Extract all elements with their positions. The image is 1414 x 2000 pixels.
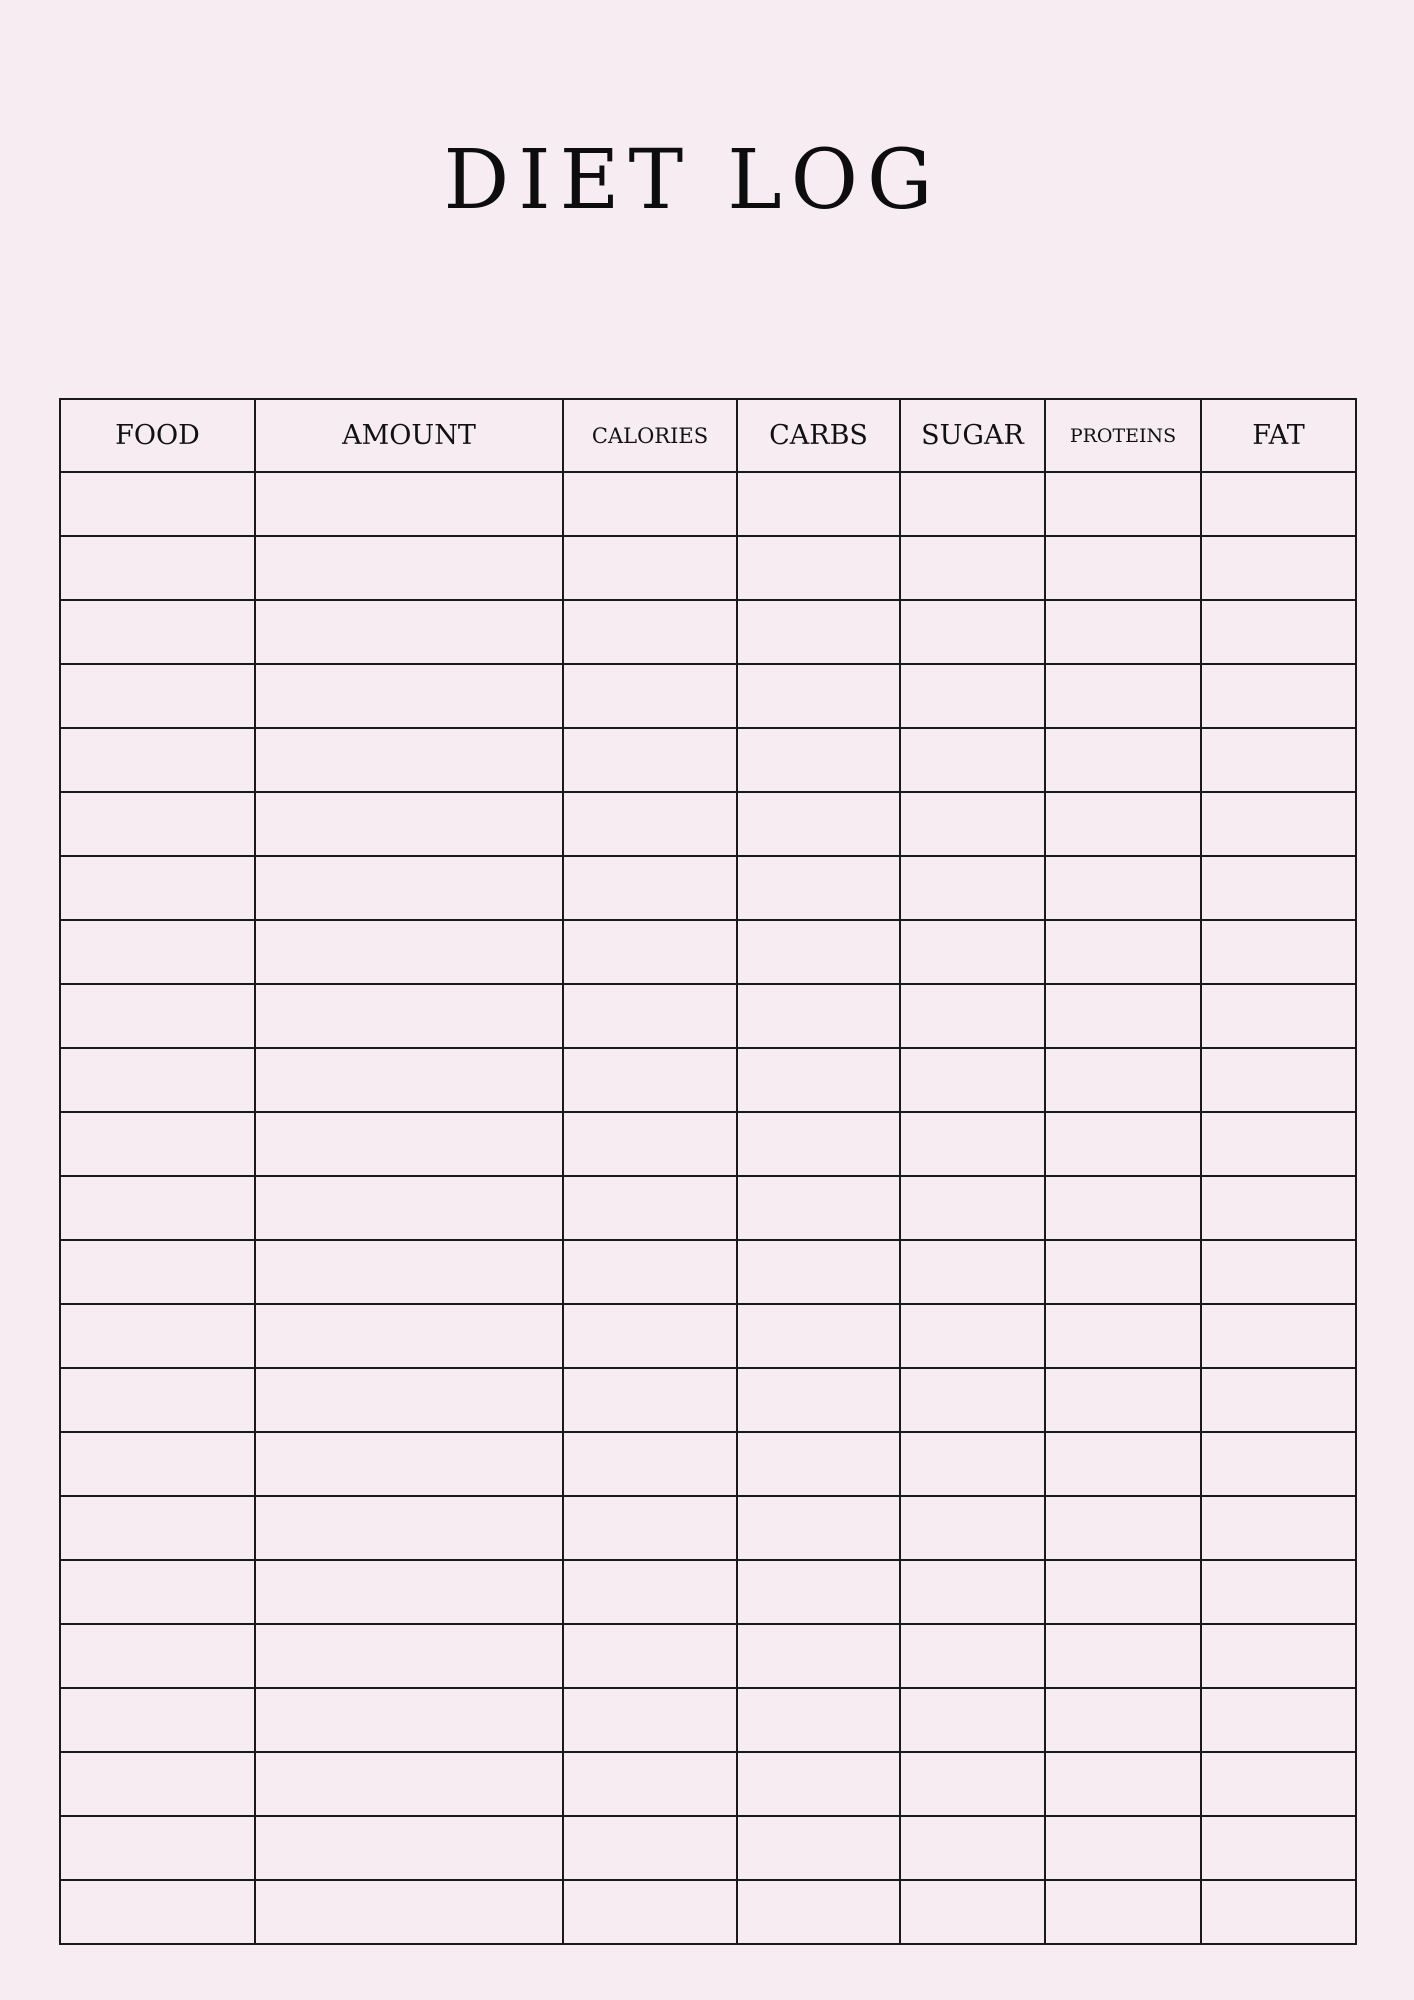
cell-sugar[interactable] [900,1880,1045,1944]
cell-sugar[interactable] [900,472,1045,536]
table-row [60,472,1356,536]
table-row [60,1048,1356,1112]
cell-fat[interactable] [1201,1048,1356,1112]
table-row [60,1560,1356,1624]
cell-food[interactable] [60,856,255,920]
cell-carbs[interactable] [737,1880,900,1944]
cell-sugar[interactable] [900,1624,1045,1688]
cell-carbs[interactable] [737,1688,900,1752]
cell-carbs[interactable] [737,1304,900,1368]
table-row [60,536,1356,600]
cell-carbs[interactable] [737,1048,900,1112]
cell-sugar[interactable] [900,664,1045,728]
cell-fat[interactable] [1201,1752,1356,1816]
cell-calories[interactable] [563,1240,737,1304]
cell-amount[interactable] [255,1368,563,1432]
cell-proteins[interactable] [1045,1112,1201,1176]
cell-amount[interactable] [255,728,563,792]
cell-proteins[interactable] [1045,1240,1201,1304]
diet-log-table [59,398,1357,1945]
cell-carbs[interactable] [737,600,900,664]
cell-fat[interactable] [1201,920,1356,984]
cell-proteins[interactable] [1045,1688,1201,1752]
cell-amount[interactable] [255,600,563,664]
column-header-proteins: PROTEINS [1045,399,1201,472]
cell-calories[interactable] [563,1624,737,1688]
cell-fat[interactable] [1201,1880,1356,1944]
table-row [60,1496,1356,1560]
cell-amount[interactable] [255,1112,563,1176]
table-row [60,1368,1356,1432]
cell-fat[interactable] [1201,600,1356,664]
cell-food[interactable] [60,984,255,1048]
cell-carbs[interactable] [737,664,900,728]
cell-sugar[interactable] [900,856,1045,920]
cell-calories[interactable] [563,920,737,984]
cell-food[interactable] [60,1496,255,1560]
cell-food[interactable] [60,1880,255,1944]
cell-sugar[interactable] [900,1560,1045,1624]
cell-carbs[interactable] [737,728,900,792]
cell-food[interactable] [60,1368,255,1432]
table-row [60,1816,1356,1880]
cell-carbs[interactable] [737,1240,900,1304]
cell-calories[interactable] [563,1112,737,1176]
table-row [60,1112,1356,1176]
cell-carbs[interactable] [737,1624,900,1688]
cell-fat[interactable] [1201,1432,1356,1496]
cell-fat[interactable] [1201,1304,1356,1368]
table-row [60,1176,1356,1240]
cell-sugar[interactable] [900,536,1045,600]
table-row [60,1240,1356,1304]
cell-amount[interactable] [255,920,563,984]
cell-sugar[interactable] [900,1304,1045,1368]
cell-proteins[interactable] [1045,1304,1201,1368]
cell-amount[interactable] [255,664,563,728]
cell-carbs[interactable] [737,1560,900,1624]
cell-food[interactable] [60,1560,255,1624]
cell-carbs[interactable] [737,1368,900,1432]
column-header-calories: CALORIES [563,399,737,472]
cell-amount[interactable] [255,1880,563,1944]
cell-fat[interactable] [1201,1112,1356,1176]
cell-sugar[interactable] [900,984,1045,1048]
table-row [60,1304,1356,1368]
cell-proteins[interactable] [1045,984,1201,1048]
cell-fat[interactable] [1201,1240,1356,1304]
column-header-carbs: CARBS [737,399,900,472]
cell-sugar[interactable] [900,1816,1045,1880]
cell-food[interactable] [60,1176,255,1240]
cell-carbs[interactable] [737,792,900,856]
cell-calories[interactable] [563,1048,737,1112]
cell-amount[interactable] [255,1304,563,1368]
cell-fat[interactable] [1201,984,1356,1048]
cell-food[interactable] [60,1112,255,1176]
cell-fat[interactable] [1201,1176,1356,1240]
header-row [60,399,1356,472]
cell-proteins[interactable] [1045,1368,1201,1432]
cell-amount[interactable] [255,792,563,856]
cell-sugar[interactable] [900,1240,1045,1304]
cell-food[interactable] [60,792,255,856]
cell-amount[interactable] [255,536,563,600]
cell-carbs[interactable] [737,536,900,600]
cell-calories[interactable] [563,472,737,536]
cell-proteins[interactable] [1045,536,1201,600]
cell-sugar[interactable] [900,1432,1045,1496]
cell-carbs[interactable] [737,1816,900,1880]
table-row [60,1752,1356,1816]
cell-fat[interactable] [1201,536,1356,600]
cell-amount[interactable] [255,1176,563,1240]
cell-calories[interactable] [563,728,737,792]
cell-food[interactable] [60,536,255,600]
cell-food[interactable] [60,1432,255,1496]
cell-fat[interactable] [1201,1688,1356,1752]
table-row [60,600,1356,664]
cell-calories[interactable] [563,1816,737,1880]
table-row [60,792,1356,856]
cell-fat[interactable] [1201,856,1356,920]
cell-proteins[interactable] [1045,1752,1201,1816]
cell-proteins[interactable] [1045,472,1201,536]
cell-sugar[interactable] [900,1368,1045,1432]
cell-calories[interactable] [563,664,737,728]
table-row [60,1432,1356,1496]
cell-food[interactable] [60,920,255,984]
cell-proteins[interactable] [1045,1880,1201,1944]
cell-food[interactable] [60,1688,255,1752]
cell-food[interactable] [60,472,255,536]
cell-calories[interactable] [563,600,737,664]
cell-food[interactable] [60,728,255,792]
cell-food[interactable] [60,1816,255,1880]
cell-proteins[interactable] [1045,1496,1201,1560]
table-row [60,1880,1356,1944]
cell-proteins[interactable] [1045,664,1201,728]
cell-calories[interactable] [563,1688,737,1752]
cell-proteins[interactable] [1045,600,1201,664]
cell-food[interactable] [60,1752,255,1816]
cell-proteins[interactable] [1045,792,1201,856]
cell-fat[interactable] [1201,1624,1356,1688]
cell-carbs[interactable] [737,920,900,984]
cell-amount[interactable] [255,1688,563,1752]
cell-amount[interactable] [255,1560,563,1624]
cell-amount[interactable] [255,472,563,536]
table-row [60,984,1356,1048]
cell-food[interactable] [60,1240,255,1304]
cell-sugar[interactable] [900,1496,1045,1560]
cell-calories[interactable] [563,536,737,600]
cell-fat[interactable] [1201,664,1356,728]
cell-carbs[interactable] [737,472,900,536]
cell-fat[interactable] [1201,1816,1356,1880]
cell-calories[interactable] [563,984,737,1048]
column-header-amount: AMOUNT [255,399,563,472]
cell-fat[interactable] [1201,1560,1356,1624]
cell-proteins[interactable] [1045,1432,1201,1496]
cell-amount[interactable] [255,856,563,920]
cell-amount[interactable] [255,1432,563,1496]
cell-proteins[interactable] [1045,856,1201,920]
log-entries [60,472,1356,1944]
cell-calories[interactable] [563,1560,737,1624]
cell-carbs[interactable] [737,1176,900,1240]
cell-amount[interactable] [255,1752,563,1816]
page-title: DIET LOG [443,133,942,228]
cell-carbs[interactable] [737,1752,900,1816]
cell-sugar[interactable] [900,600,1045,664]
cell-sugar[interactable] [900,1048,1045,1112]
cell-sugar[interactable] [900,728,1045,792]
cell-calories[interactable] [563,1368,737,1432]
cell-proteins[interactable] [1045,1048,1201,1112]
cell-fat[interactable] [1201,1496,1356,1560]
cell-sugar[interactable] [900,1112,1045,1176]
cell-food[interactable] [60,1624,255,1688]
cell-carbs[interactable] [737,1496,900,1560]
cell-calories[interactable] [563,1176,737,1240]
cell-fat[interactable] [1201,728,1356,792]
column-header-fat: FAT [1201,399,1356,472]
cell-food[interactable] [60,600,255,664]
cell-calories[interactable] [563,792,737,856]
cell-calories[interactable] [563,1496,737,1560]
cell-amount[interactable] [255,984,563,1048]
cell-food[interactable] [60,1304,255,1368]
cell-food[interactable] [60,664,255,728]
cell-fat[interactable] [1201,792,1356,856]
table-row [60,856,1356,920]
cell-proteins[interactable] [1045,1816,1201,1880]
cell-proteins[interactable] [1045,1560,1201,1624]
cell-fat[interactable] [1201,1368,1356,1432]
cell-carbs[interactable] [737,1112,900,1176]
cell-proteins[interactable] [1045,728,1201,792]
cell-carbs[interactable] [737,1432,900,1496]
cell-amount[interactable] [255,1496,563,1560]
cell-calories[interactable] [563,856,737,920]
cell-calories[interactable] [563,1304,737,1368]
column-header-sugar: SUGAR [900,399,1045,472]
cell-fat[interactable] [1201,472,1356,536]
cell-sugar[interactable] [900,920,1045,984]
column-header-food: FOOD [60,399,255,472]
cell-food[interactable] [60,1048,255,1112]
table-row [60,1688,1356,1752]
cell-carbs[interactable] [737,984,900,1048]
cell-calories[interactable] [563,1752,737,1816]
cell-calories[interactable] [563,1432,737,1496]
cell-amount[interactable] [255,1624,563,1688]
cell-amount[interactable] [255,1816,563,1880]
cell-sugar[interactable] [900,1752,1045,1816]
cell-sugar[interactable] [900,1688,1045,1752]
cell-amount[interactable] [255,1048,563,1112]
cell-sugar[interactable] [900,792,1045,856]
cell-proteins[interactable] [1045,1176,1201,1240]
cell-calories[interactable] [563,1880,737,1944]
cell-proteins[interactable] [1045,920,1201,984]
cell-proteins[interactable] [1045,1624,1201,1688]
table-row [60,920,1356,984]
table-row [60,728,1356,792]
cell-amount[interactable] [255,1240,563,1304]
table-row [60,1624,1356,1688]
table-row [60,664,1356,728]
cell-carbs[interactable] [737,856,900,920]
cell-sugar[interactable] [900,1176,1045,1240]
